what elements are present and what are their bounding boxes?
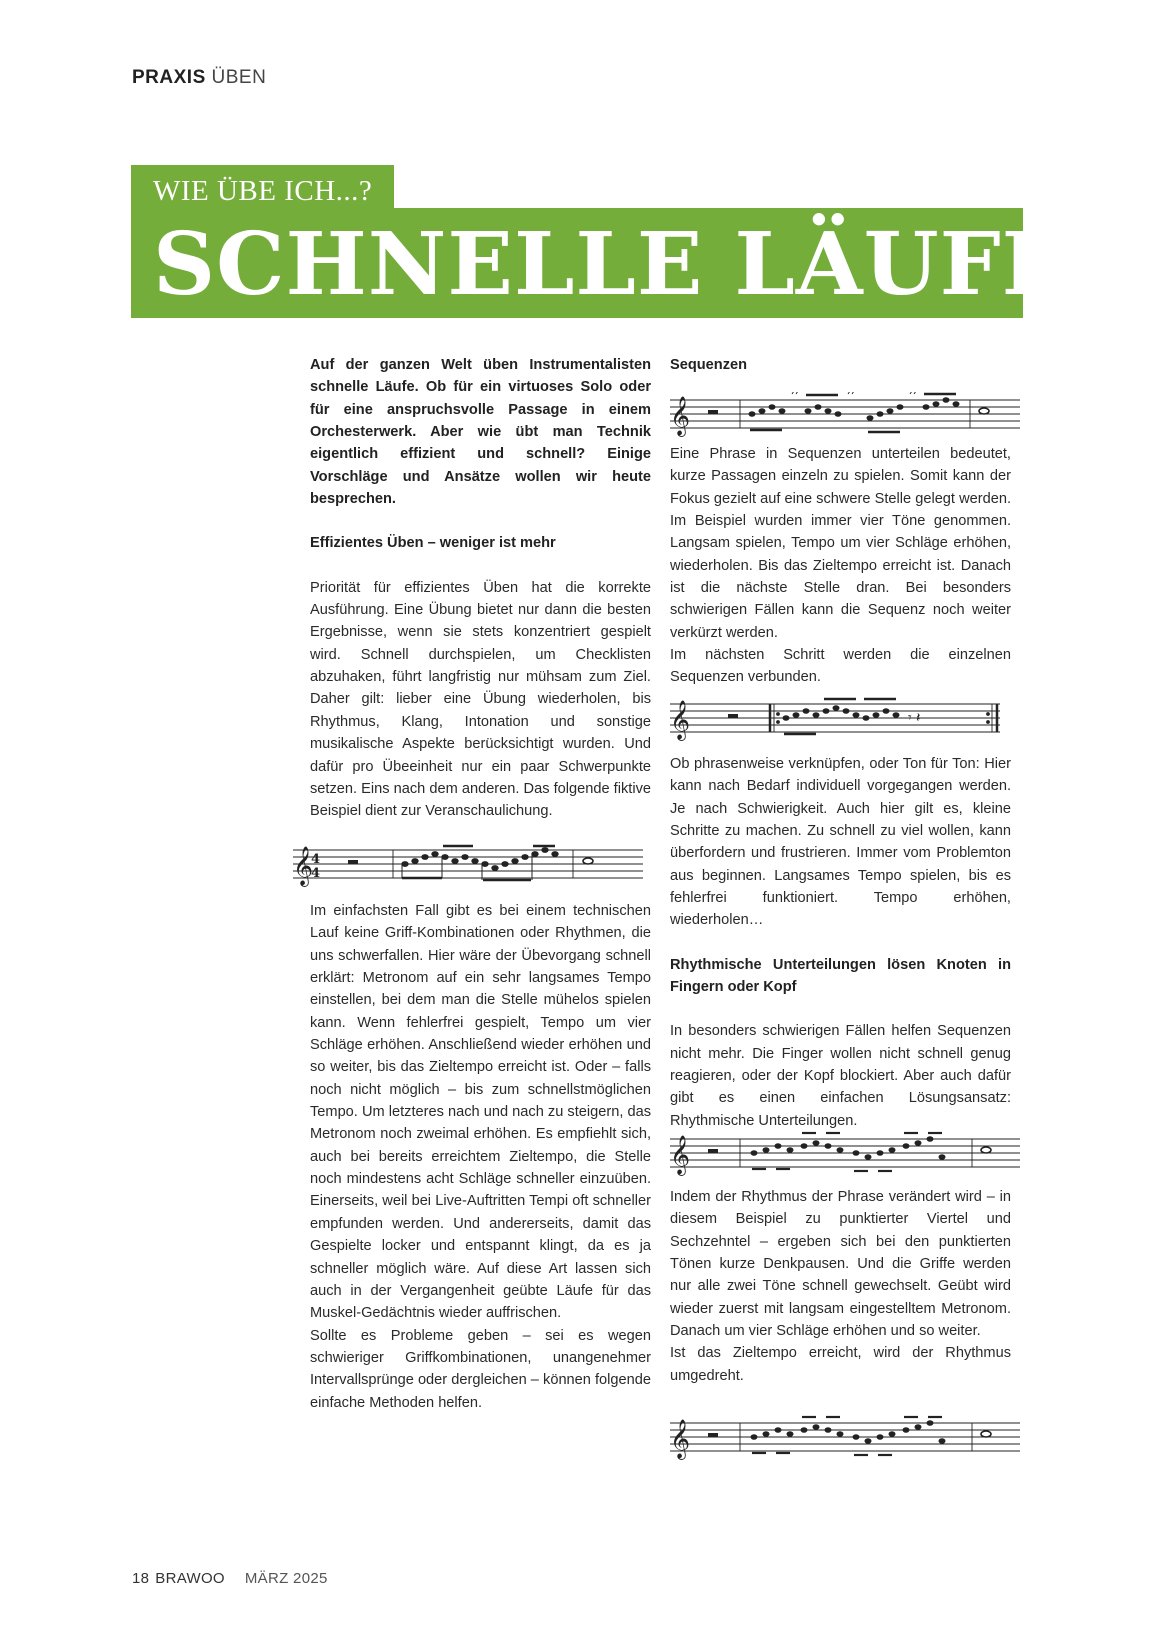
section-label-light: ÜBEN <box>211 67 267 88</box>
paragraph-rhythm-change: Indem der Rhythmus der Phrase verändert wird – in diesem Beispiel zu punktierter Viertel und Sechzehntel – ergeben sich bei den punktierten Tönen kurze Denkpausen. Und die Griffe werden nur alle zwei Töne schnell gewechselt. Geübt wird wieder zuerst mit langsam eingestelltem Metronom. Danach um vier Schläge erhöhen und so weiter. <box>670 1189 1011 1340</box>
paragraph-priority: Priorität für effizientes Üben hat die korrekte Ausführung. Eine Übung bietet nur dann die besten Ergebnisse, wenn sie stets konzentriert gespielt wird. Schnell durchspielen, um Checklisten abzuhaken, führt langfristig nur mühsam zum Ziel. Daher gilt: lieber eine Übung wiederholen, bis Rhythmus, Klang, Intonation und sonstige musikalische Aspekte berücksichtigt wurden. Und dafür pro Übeeinheit nur ein paar Schwerpunkte setzen. Eins nach dem anderen. Das folgende fiktive Beispiel dient zur Veranschaulichung. <box>310 579 651 820</box>
music-example-3 <box>670 696 1022 742</box>
heading-efficient-practice: Effizientes Üben – weniger ist mehr <box>310 535 556 552</box>
paragraph-sequences-connect: Im nächsten Schritt werden die einzelnen Sequenzen verbunden. <box>670 647 1011 686</box>
treble-clef-icon: 𝄞 <box>670 1135 691 1175</box>
music-example-5 <box>670 1415 1022 1461</box>
kicker: WIE ÜBE ICH...? <box>153 175 373 207</box>
time-sig-bottom: 4 <box>311 866 321 881</box>
paragraph-phrase-linking: Ob phrasenweise verknüpfen, oder Ton für Ton: Hier kann nach Bedarf individuell vorgegangen werden. Je nach Schwierigkeit. Auch hier gilt es, kleine Schritte zu machen. Zu schnell zu viel wollen, kann überfordern und frustrieren. Immer vom Problemton aus beginnen. Langsames Tempo spielen, bis es fehlerfrei funktioniert. Tempo erhöhen, wiederholen… <box>670 756 1011 929</box>
paragraph-problems: Sollte es Probleme geben – sei es wegen schwieriger Griffkombinationen, unangenehmer Intervallsprünge oder dergleichen – können folgende einfache Methoden helfen. <box>310 1327 651 1411</box>
right-column-sequences <box>670 443 1011 689</box>
paragraph-simple-case: Im einfachsten Fall gibt es bei einem technischen Lauf keine Griff-Kombinationen oder Rhythmen, die uns schwerfallen. Hier wäre der Übevorgang schnell erklärt: Metronom auf ein sehr langsames Tempo einstellen, bei dem man die Stelle mühelos spielen kann. Wenn fehlerfrei gespielt, Tempo um vier Schläge erhöhen. Anschließend wieder erhöhen und so weiter, bis das Zieltempo erreicht ist. Oder – falls noch nicht möglich – bis zum schnellstmöglichen Tempo. Um letzteres nach und nach zu steigern, das Metronom noch zweimal erhöhen. Es empfiehlt sich, auch bei bereits erreichtem Zieltempo, die Stelle noch mindestens acht Schläge schneller einzuüben. Einerseits, weil bei Live-Auftritten Tempi oft schneller empfunden werden. Und andererseits, damit das Gespielte locker und entspannt klingt, da es ja schneller möglich wäre. Auf diese Art lassen sich auch in der Vergangenheit geübte Läufe für das Muskel-Gedächtnis wieder auffrischen. <box>310 903 651 1322</box>
time-sig-top: 4 <box>311 852 321 867</box>
magazine-name: BRAWOO <box>155 1570 225 1587</box>
rest-icon <box>708 1149 718 1153</box>
rest-icon <box>728 714 738 718</box>
page-number: 18 <box>132 1570 150 1587</box>
rest-icon <box>708 410 718 414</box>
section-label <box>132 67 266 89</box>
right-column-connect <box>670 753 1011 1132</box>
heading-rhythmic-divisions: Rhythmische Unterteilungen lösen Knoten in Fingern oder Kopf <box>670 956 1011 996</box>
right-column-rhythm <box>670 1186 1011 1387</box>
paragraph-rhythmic-intro: In besonders schwierigen Fällen helfen Sequenzen nicht mehr. Die Finger wollen nicht schnell genug reagieren, oder der Kopf blockiert. Aber auch dafür gibt es einen einfachen Lösungsansatz: Rhythmische Unterteilungen. <box>670 1023 1011 1129</box>
music-example-1 <box>293 842 645 888</box>
heading-sequences: Sequenzen <box>670 357 748 373</box>
section-label-bold: PRAXIS <box>132 67 206 88</box>
paragraph-sequences: Eine Phrase in Sequenzen unterteilen bedeutet, kurze Passagen einzeln zu spielen. Somit kann der Fokus gezielt auf eine schwere Stelle gelegt werden. Im Beispiel wurden immer vier Töne genommen. Langsam spielen, Tempo um vier Schläge erhöhen, wiederholen. Bis das Zieltempo erreicht ist. Danach ist die nächste Stelle dran. Bei besonders schwierigen Fällen kann die Sequenz noch weiter verkürzt werden. <box>670 446 1011 641</box>
right-column-top <box>670 354 1011 376</box>
treble-clef-icon: 𝄞 <box>670 700 691 740</box>
svg-text:𝄾 𝄽: 𝄾 𝄽 <box>908 710 921 726</box>
rest-icon <box>348 860 358 864</box>
issue-date: MÄRZ 2025 <box>244 1570 328 1587</box>
treble-clef-icon: 𝄞 <box>670 396 691 436</box>
left-column-bottom <box>310 900 651 1414</box>
footer <box>132 1570 334 1587</box>
left-column-top <box>310 354 651 823</box>
rest-icon <box>708 1433 718 1437</box>
treble-clef-icon: 𝄞 <box>293 846 314 886</box>
page-title: SCHNELLE LÄUFE <box>153 214 1069 315</box>
paragraph-rhythm-reverse: Ist das Zieltempo erreicht, wird der Rhythmus umgedreht. <box>670 1345 1011 1384</box>
lead-paragraph: Auf der ganzen Welt üben Instrumentalisten schnelle Läufe. Ob für ein virtuoses Solo oder für eine anspruchsvolle Passage in einem Orchesterwerk. Aber wie übt man Technik eigentlich effizient und schnell? Einige Vorschläge und Ansätze wollen wir heute besprechen. <box>310 357 651 508</box>
treble-clef-icon: 𝄞 <box>670 1419 691 1459</box>
music-example-2 <box>670 392 1022 438</box>
music-example-4 <box>670 1131 1022 1177</box>
